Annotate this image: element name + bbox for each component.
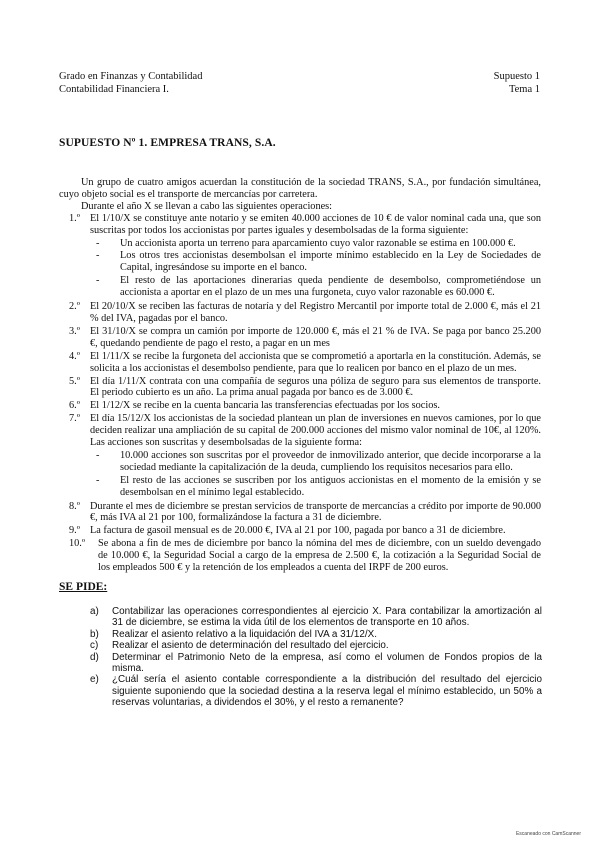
- operation-item: [59, 413, 541, 499]
- operation-subitem: [90, 450, 541, 474]
- header-subject: Contabilidad Financiera I.: [59, 83, 169, 95]
- operation-subitem: [90, 238, 541, 250]
- operation-item: [59, 213, 541, 300]
- operation-content: [90, 376, 541, 400]
- document-title: SUPUESTO Nº 1. EMPRESA TRANS, S.A.: [59, 137, 276, 149]
- task-letter: c): [90, 640, 99, 652]
- operation-subitem-text: Los otros tres accionistas desembolsan el importe mínimo establecido en la Ley de Sociedades de Capital, ingresándose su importe en el banco.: [120, 250, 541, 274]
- task-text: ¿Cuál sería el asiento contable correspondiente a la distribución del resultado del ejercicio siguiente suponiendo que la sociedad destina a la reserva legal el mínimo establecido, un 50% a reservas voluntarias, a dividendos el 30%, y el resto a remanente?: [112, 674, 542, 709]
- operation-subitem: [90, 250, 541, 274]
- header-degree: Grado en Finanzas y Contabilidad: [59, 71, 203, 82]
- operation-text: El 20/10/X se reciben las facturas de notaría y del Registro Mercantil por importe total de 2.000 €, más el 21 % del IVA, pagadas por el banco.: [90, 301, 541, 324]
- operation-text: El 1/10/X se constituye ante notario y se emiten 40.000 acciones de 10 € de valor nominal cada una, que son suscritas por todos los accionistas por partes iguales y desembolsadas de la forma siguiente:: [90, 212, 541, 236]
- dash-bullet: -: [96, 474, 100, 486]
- task-letter: a): [90, 606, 99, 617]
- operation-content: [90, 326, 541, 350]
- intro-operations-lead: Durante el año X se llevan a cabo las siguientes operaciones:: [81, 200, 333, 212]
- operation-number: 4.º: [69, 350, 80, 362]
- operation-text: La factura de gasoil mensual es de 20.000 €, IVA al 21 por 100, pagada por banco a 31 de diciembre.: [90, 525, 506, 537]
- scanner-watermark: Escaneado con CamScanner: [515, 831, 581, 837]
- operation-number: 10.º: [69, 538, 86, 550]
- operation-number: 3.º: [69, 325, 80, 337]
- operation-subitem-text: 10.000 acciones son suscritas por el proveedor de inmovilizado anterior, que decide incorporarse a la sociedad mediante la capitalización de la deuda, cumpliendo los requisitos necesarios para ello.: [120, 449, 541, 473]
- operation-content: [90, 413, 541, 499]
- dash-bullet: -: [96, 449, 100, 461]
- header-case-info: [494, 71, 540, 96]
- operation-item: [59, 400, 541, 412]
- operation-number: 9.º: [69, 525, 80, 537]
- operation-number: 2.º: [69, 301, 80, 313]
- task-letter: d): [90, 651, 99, 663]
- document-body: [59, 177, 541, 575]
- operation-content: [90, 400, 541, 412]
- operation-number: 8.º: [69, 500, 80, 512]
- operation-number: 7.º: [69, 413, 80, 425]
- operation-text: El 31/10/X se compra un camión por importe de 120.000 €, más el 21 % de IVA. Se paga por banco 25.200 €, quedando pendiente de pago el resto, a pagar en un mes: [90, 325, 541, 349]
- operation-item: [59, 501, 541, 525]
- task-item: [90, 606, 542, 629]
- operation-text: Durante el mes de diciembre se prestan servicios de transporte de mercancías a crédito por importe de 90.000 €, más IVA al 21 por 100, formalizándose la factura a 31 de diciembre.: [90, 500, 541, 524]
- task-text: Realizar el asiento relativo a la liquidación del IVA a 31/12/X.: [112, 628, 377, 640]
- operation-text: El día 1/11/X contrata con una compañía de seguros una póliza de seguro para sus elementos de transporte. El periodo cubierto es un año. La prima anual pagada por banco es de 3.000 €.: [90, 375, 541, 399]
- operation-content: [98, 538, 541, 574]
- operation-content: [90, 501, 541, 525]
- tasks-list: [90, 606, 542, 709]
- operation-number: 6.º: [69, 400, 80, 412]
- task-item: [90, 674, 542, 708]
- operation-text: Se abona a fin de mes de diciembre por banco la nómina del mes de diciembre, con un sueldo devengado de 10.000 €, la Seguridad Social a cargo de la empresa de 2.500 €, la cotización a la Seguridad Social de los empleados 500 € y la retención de los empleados a cuenta del IRPF de 200 euros.: [98, 538, 541, 574]
- operation-subitem: [90, 275, 541, 299]
- operation-subitem: [90, 475, 541, 499]
- operations-list: [59, 213, 541, 574]
- dash-bullet: -: [96, 250, 100, 262]
- task-letter: e): [90, 674, 99, 686]
- operation-item: [59, 326, 541, 350]
- operation-content: [90, 351, 541, 375]
- task-item: [90, 640, 542, 651]
- operation-text: El 1/11/X se recibe la furgoneta del accionista que se comprometió a aportarla en la constitución. Además, se solicita a los accionistas el desembolso pendiente, para que lo realicen por banco en el plazo de un mes.: [90, 350, 541, 374]
- header-course-info: [59, 71, 202, 96]
- operation-subitem-text: El resto de las aportaciones dinerarias queda pendiente de desembolso, comprometiéndose un accionista a aportar en el plazo de un mes una furgoneta, cuyo valor razonable es 60.000 €.: [120, 275, 541, 299]
- operation-subitem-text: Un accionista aporta un terreno para aparcamiento cuyo valor razonable se estima en 100.000 €.: [120, 237, 516, 249]
- header-topic: Tema 1: [508, 83, 540, 95]
- operation-number: 5.º: [69, 375, 80, 387]
- operation-item: [59, 376, 541, 400]
- operation-text: El 1/12/X se recibe en la cuenta bancaria las transferencias efectuadas por los socios.: [90, 400, 440, 412]
- header-case-number: Supuesto 1: [493, 71, 540, 82]
- se-pide-heading: SE PIDE:: [59, 581, 108, 593]
- operation-content: [90, 301, 541, 325]
- intro-paragraph: Un grupo de cuatro amigos acuerdan la constitución de la sociedad TRANS, S.A., por fundación simultánea, cuyo objeto social es el transporte de mercancías por carretera.: [59, 177, 541, 200]
- task-item: [90, 652, 542, 675]
- operation-item: [59, 351, 541, 375]
- operation-item: [59, 538, 541, 574]
- dash-bullet: -: [96, 237, 100, 249]
- operation-content: [90, 213, 541, 300]
- operation-subitem-text: El resto de las acciones se suscriben por los antiguos accionistas en el momento de la emisión y se desembolsan en el mínimo legal establecido.: [120, 474, 541, 498]
- operation-item: [59, 525, 541, 537]
- task-text: Realizar el asiento de determinación del resultado del ejercicio.: [112, 640, 389, 652]
- task-letter: b): [90, 628, 99, 640]
- operation-content: [90, 525, 541, 537]
- task-text: Contabilizar las operaciones correspondientes al ejercicio X. Para contabilizar la amortización al 31 de diciembre, se estima la vida útil de los elementos de transporte en 10 años.: [112, 606, 542, 629]
- task-text: Determinar el Patrimonio Neto de la empresa, así como el volumen de Fondos propios de la misma.: [112, 651, 542, 675]
- operation-item: [59, 301, 541, 325]
- task-item: [90, 629, 542, 640]
- dash-bullet: -: [96, 275, 100, 287]
- operation-number: 1.º: [69, 212, 80, 224]
- operation-text: El día 15/12/X los accionistas de la sociedad plantean un plan de inversiones en nuevos camiones, por lo que deciden realizar una ampliación de su capital de 200.000 acciones del mismo valor nominal de 10€, al 120%. Las acciones son suscritas y desembolsadas de la siguiente forma:: [90, 413, 541, 449]
